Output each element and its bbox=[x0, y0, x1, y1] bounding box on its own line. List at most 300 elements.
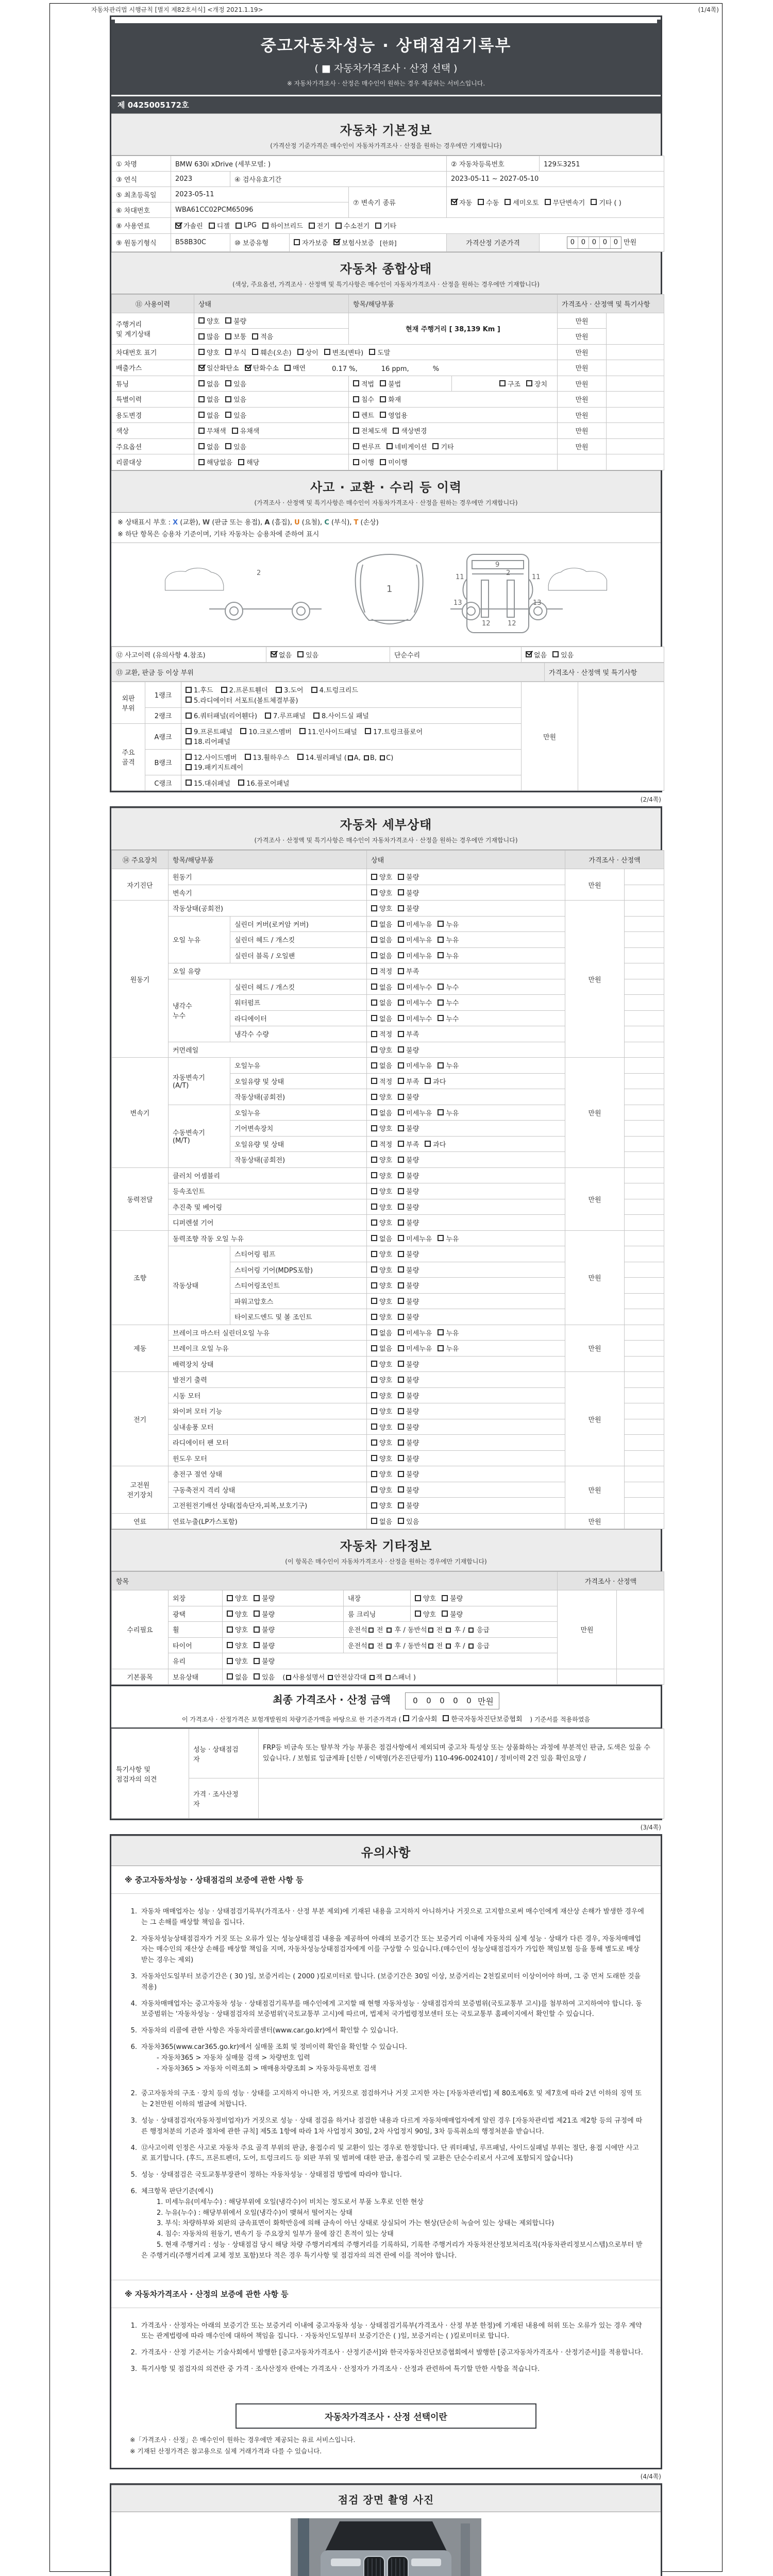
option-checkbox[interactable] bbox=[371, 903, 392, 913]
option-checkbox[interactable] bbox=[552, 650, 574, 659]
option-checkbox[interactable] bbox=[380, 379, 401, 388]
option-checkbox[interactable] bbox=[375, 221, 396, 230]
unchecked-box-icon[interactable] bbox=[371, 1266, 377, 1273]
panel-item[interactable]: 3.도어 bbox=[276, 685, 304, 694]
unchecked-box-icon[interactable] bbox=[186, 779, 192, 786]
option-checkbox[interactable] bbox=[398, 1516, 419, 1526]
unchecked-box-icon[interactable] bbox=[209, 223, 215, 229]
option-checkbox[interactable] bbox=[505, 197, 539, 207]
unchecked-box-icon[interactable] bbox=[353, 396, 359, 402]
panel-item[interactable]: 17.트렁크플로어 bbox=[365, 726, 423, 736]
unchecked-box-icon[interactable] bbox=[186, 738, 192, 744]
unchecked-box-icon[interactable] bbox=[398, 968, 404, 974]
unchecked-box-icon[interactable] bbox=[371, 1078, 377, 1084]
unchecked-box-icon[interactable] bbox=[398, 874, 404, 880]
option-checkbox[interactable] bbox=[225, 442, 246, 451]
option-checkbox[interactable] bbox=[309, 221, 330, 230]
unchecked-box-icon[interactable] bbox=[254, 1642, 260, 1648]
option-checkbox[interactable] bbox=[225, 331, 246, 341]
option-checkbox[interactable] bbox=[438, 935, 459, 944]
unchecked-box-icon[interactable] bbox=[368, 1643, 374, 1649]
unchecked-box-icon[interactable] bbox=[386, 1628, 392, 1633]
option-checkbox[interactable] bbox=[371, 1013, 392, 1023]
option-checkbox[interactable] bbox=[398, 1265, 419, 1275]
unchecked-box-icon[interactable] bbox=[371, 1188, 377, 1194]
unchecked-box-icon[interactable] bbox=[371, 889, 377, 895]
option-checkbox[interactable] bbox=[451, 197, 472, 207]
unchecked-box-icon[interactable] bbox=[353, 459, 359, 465]
unchecked-box-icon[interactable] bbox=[398, 1266, 404, 1273]
unchecked-box-icon[interactable] bbox=[428, 1643, 433, 1649]
option-checkbox[interactable] bbox=[371, 951, 392, 960]
unchecked-box-icon[interactable] bbox=[254, 1626, 260, 1633]
panel-item[interactable]: 4.트렁크리드 bbox=[311, 685, 358, 694]
option-checkbox[interactable] bbox=[254, 1609, 275, 1619]
unchecked-box-icon[interactable] bbox=[398, 999, 404, 1006]
option-checkbox[interactable] bbox=[398, 951, 432, 960]
unchecked-box-icon[interactable] bbox=[198, 443, 205, 449]
unchecked-box-icon[interactable] bbox=[398, 1235, 404, 1241]
option-checkbox[interactable] bbox=[353, 410, 374, 420]
unchecked-box-icon[interactable] bbox=[284, 365, 291, 371]
option-checkbox[interactable] bbox=[198, 363, 239, 372]
option-checkbox[interactable] bbox=[324, 347, 363, 357]
unchecked-box-icon[interactable] bbox=[371, 984, 377, 990]
option-checkbox[interactable] bbox=[398, 1123, 419, 1133]
unchecked-box-icon[interactable] bbox=[371, 999, 377, 1006]
option-checkbox[interactable] bbox=[398, 872, 419, 882]
unchecked-box-icon[interactable] bbox=[186, 754, 192, 760]
unchecked-box-icon[interactable] bbox=[398, 1015, 404, 1021]
unchecked-box-icon[interactable] bbox=[198, 349, 205, 355]
option-checkbox[interactable] bbox=[371, 1045, 392, 1055]
unchecked-box-icon[interactable] bbox=[297, 754, 304, 760]
option-checkbox[interactable] bbox=[398, 1296, 419, 1306]
unchecked-box-icon[interactable] bbox=[398, 1455, 404, 1461]
unchecked-box-icon[interactable] bbox=[398, 1408, 404, 1414]
unchecked-box-icon[interactable] bbox=[353, 412, 359, 418]
unchecked-box-icon[interactable] bbox=[393, 428, 399, 434]
option-checkbox[interactable] bbox=[398, 1359, 419, 1369]
option-checkbox[interactable] bbox=[175, 221, 203, 230]
option-checkbox[interactable] bbox=[438, 1343, 459, 1353]
option-checkbox[interactable] bbox=[380, 457, 408, 467]
unchecked-box-icon[interactable] bbox=[371, 1471, 377, 1477]
unchecked-box-icon[interactable] bbox=[371, 1502, 377, 1509]
option-checkbox[interactable] bbox=[198, 394, 220, 404]
unchecked-box-icon[interactable] bbox=[468, 1628, 474, 1633]
unchecked-box-icon[interactable] bbox=[398, 952, 404, 958]
option-checkbox[interactable] bbox=[398, 1328, 432, 1337]
option-checkbox[interactable] bbox=[545, 197, 585, 207]
option-checkbox[interactable] bbox=[380, 410, 408, 420]
panel-item[interactable]: 18.리어패널 bbox=[186, 736, 230, 746]
unchecked-box-icon[interactable] bbox=[380, 755, 385, 760]
option-checkbox[interactable] bbox=[297, 347, 318, 357]
option-checkbox[interactable] bbox=[438, 919, 459, 929]
unchecked-box-icon[interactable] bbox=[232, 428, 238, 434]
unchecked-box-icon[interactable] bbox=[371, 1377, 377, 1383]
unchecked-box-icon[interactable] bbox=[398, 1046, 404, 1053]
unchecked-box-icon[interactable] bbox=[398, 1345, 404, 1351]
option-checkbox[interactable] bbox=[297, 650, 318, 659]
unchecked-box-icon[interactable] bbox=[348, 755, 353, 760]
option-checkbox[interactable] bbox=[371, 1060, 392, 1070]
option-checkbox[interactable] bbox=[245, 363, 279, 372]
option-checkbox[interactable] bbox=[254, 1672, 275, 1682]
option-checkbox[interactable] bbox=[371, 1217, 392, 1227]
unchecked-box-icon[interactable] bbox=[398, 1031, 404, 1037]
option-checkbox[interactable] bbox=[398, 1485, 419, 1495]
option-checkbox[interactable] bbox=[442, 1593, 463, 1603]
unchecked-box-icon[interactable] bbox=[428, 1628, 433, 1633]
option-checkbox[interactable] bbox=[225, 410, 246, 420]
option-checkbox[interactable] bbox=[393, 426, 427, 435]
unchecked-box-icon[interactable] bbox=[265, 713, 271, 719]
option-checkbox[interactable] bbox=[225, 347, 246, 357]
unchecked-box-icon[interactable] bbox=[438, 937, 444, 943]
unchecked-box-icon[interactable] bbox=[371, 1455, 377, 1461]
option-checkbox[interactable] bbox=[227, 1609, 248, 1619]
unchecked-box-icon[interactable] bbox=[186, 697, 192, 703]
unchecked-box-icon[interactable] bbox=[311, 687, 317, 693]
option-checkbox[interactable] bbox=[371, 1296, 392, 1306]
panel-item[interactable]: 8.사이드실 패널 bbox=[313, 710, 369, 720]
panel-item[interactable]: 19.패키지트레이 bbox=[186, 762, 243, 772]
panel-item[interactable]: 9.프론트패널 bbox=[186, 726, 232, 736]
option-checkbox[interactable] bbox=[398, 1171, 419, 1180]
unchecked-box-icon[interactable] bbox=[443, 1715, 449, 1721]
option-checkbox[interactable] bbox=[438, 1233, 459, 1243]
option-checkbox[interactable] bbox=[198, 347, 220, 357]
option-checkbox[interactable] bbox=[415, 1609, 436, 1619]
option-checkbox[interactable] bbox=[371, 1108, 392, 1117]
unchecked-box-icon[interactable] bbox=[254, 1673, 260, 1680]
unchecked-box-icon[interactable] bbox=[398, 1141, 404, 1147]
unchecked-box-icon[interactable] bbox=[398, 1314, 404, 1320]
unchecked-box-icon[interactable] bbox=[198, 396, 205, 402]
panel-item[interactable]: 2.프론트휀더 bbox=[221, 685, 268, 694]
unchecked-box-icon[interactable] bbox=[371, 905, 377, 911]
unchecked-box-icon[interactable] bbox=[398, 1172, 404, 1178]
unchecked-box-icon[interactable] bbox=[369, 349, 375, 355]
checked-box-icon[interactable] bbox=[526, 651, 532, 657]
unchecked-box-icon[interactable] bbox=[425, 1078, 431, 1084]
unchecked-box-icon[interactable] bbox=[371, 1392, 377, 1398]
unchecked-box-icon[interactable] bbox=[198, 317, 205, 324]
option-checkbox[interactable] bbox=[398, 1233, 432, 1243]
option-checkbox[interactable] bbox=[371, 919, 392, 929]
option-checkbox[interactable] bbox=[438, 982, 459, 992]
unchecked-box-icon[interactable] bbox=[375, 223, 381, 229]
unchecked-box-icon[interactable] bbox=[446, 1643, 451, 1649]
panel-item[interactable]: 1.후드 bbox=[186, 685, 213, 694]
unchecked-box-icon[interactable] bbox=[371, 1423, 377, 1430]
option-checkbox[interactable] bbox=[438, 1328, 459, 1337]
unchecked-box-icon[interactable] bbox=[398, 1486, 404, 1493]
unchecked-box-icon[interactable] bbox=[478, 199, 484, 205]
option-checkbox[interactable] bbox=[225, 394, 246, 404]
unchecked-box-icon[interactable] bbox=[186, 728, 192, 734]
option-checkbox[interactable] bbox=[353, 442, 381, 451]
unchecked-box-icon[interactable] bbox=[299, 728, 306, 734]
unchecked-box-icon[interactable] bbox=[186, 764, 192, 770]
unchecked-box-icon[interactable] bbox=[254, 1611, 260, 1617]
unchecked-box-icon[interactable] bbox=[545, 199, 551, 205]
option-checkbox[interactable] bbox=[371, 1453, 392, 1463]
unchecked-box-icon[interactable] bbox=[245, 754, 251, 760]
unchecked-box-icon[interactable] bbox=[505, 199, 511, 205]
option-checkbox[interactable] bbox=[198, 379, 220, 388]
option-checkbox[interactable] bbox=[398, 888, 419, 897]
unchecked-box-icon[interactable] bbox=[398, 1062, 404, 1069]
option-checkbox[interactable] bbox=[398, 903, 419, 913]
unchecked-box-icon[interactable] bbox=[371, 1172, 377, 1178]
unchecked-box-icon[interactable] bbox=[398, 1518, 404, 1524]
unchecked-box-icon[interactable] bbox=[365, 728, 371, 734]
unchecked-box-icon[interactable] bbox=[371, 952, 377, 958]
unchecked-box-icon[interactable] bbox=[297, 651, 304, 657]
option-checkbox[interactable] bbox=[371, 1123, 392, 1133]
option-checkbox[interactable] bbox=[227, 1640, 248, 1650]
unchecked-box-icon[interactable] bbox=[371, 1439, 377, 1446]
option-checkbox[interactable] bbox=[398, 1469, 419, 1479]
option-checkbox[interactable] bbox=[294, 238, 328, 247]
option-checkbox[interactable] bbox=[371, 966, 392, 976]
unchecked-box-icon[interactable] bbox=[371, 1219, 377, 1226]
unchecked-box-icon[interactable] bbox=[276, 687, 282, 693]
panel-item[interactable]: 15.대쉬패널 bbox=[186, 778, 230, 788]
panel-item[interactable]: 14.필러패널 ( A, B, C) bbox=[297, 752, 394, 762]
option-checkbox[interactable] bbox=[254, 1593, 275, 1603]
unchecked-box-icon[interactable] bbox=[386, 443, 393, 449]
unchecked-box-icon[interactable] bbox=[353, 428, 359, 434]
option-checkbox[interactable] bbox=[371, 935, 392, 944]
unchecked-box-icon[interactable] bbox=[225, 317, 231, 324]
option-checkbox[interactable] bbox=[371, 1139, 392, 1149]
unchecked-box-icon[interactable] bbox=[398, 1282, 404, 1289]
unchecked-box-icon[interactable] bbox=[415, 1611, 421, 1617]
unchecked-box-icon[interactable] bbox=[227, 1595, 233, 1601]
option-checkbox[interactable] bbox=[198, 426, 226, 435]
unchecked-box-icon[interactable] bbox=[369, 1675, 375, 1680]
unchecked-box-icon[interactable] bbox=[446, 1628, 451, 1633]
unchecked-box-icon[interactable] bbox=[552, 651, 559, 657]
option-checkbox[interactable] bbox=[227, 1593, 248, 1603]
option-checkbox[interactable] bbox=[380, 394, 401, 404]
unchecked-box-icon[interactable] bbox=[186, 687, 192, 693]
unchecked-box-icon[interactable] bbox=[371, 1094, 377, 1100]
unchecked-box-icon[interactable] bbox=[198, 380, 205, 386]
option-checkbox[interactable] bbox=[353, 394, 374, 404]
option-checkbox[interactable] bbox=[335, 221, 369, 230]
unchecked-box-icon[interactable] bbox=[294, 239, 300, 245]
option-checkbox[interactable] bbox=[398, 1108, 432, 1117]
unchecked-box-icon[interactable] bbox=[297, 349, 304, 355]
unchecked-box-icon[interactable] bbox=[262, 223, 268, 229]
unchecked-box-icon[interactable] bbox=[254, 1658, 260, 1664]
option-checkbox[interactable] bbox=[254, 1640, 275, 1650]
unchecked-box-icon[interactable] bbox=[380, 396, 386, 402]
unchecked-box-icon[interactable] bbox=[398, 1377, 404, 1383]
panel-item[interactable]: 10.크로스멤버 bbox=[240, 726, 291, 736]
option-checkbox[interactable] bbox=[333, 238, 374, 247]
option-checkbox[interactable] bbox=[371, 1500, 392, 1510]
unchecked-box-icon[interactable] bbox=[324, 349, 330, 355]
option-checkbox[interactable] bbox=[438, 997, 459, 1007]
option-checkbox[interactable] bbox=[371, 872, 392, 882]
option-checkbox[interactable] bbox=[371, 982, 392, 992]
panel-item[interactable]: 7.루프패널 bbox=[265, 710, 306, 720]
option-checkbox[interactable] bbox=[398, 1202, 419, 1212]
unchecked-box-icon[interactable] bbox=[198, 459, 205, 465]
option-checkbox[interactable] bbox=[371, 1375, 392, 1384]
option-checkbox[interactable] bbox=[371, 1422, 392, 1432]
unchecked-box-icon[interactable] bbox=[398, 937, 404, 943]
option-checkbox[interactable] bbox=[398, 1186, 419, 1196]
option-checkbox[interactable] bbox=[398, 1249, 419, 1259]
option-checkbox[interactable] bbox=[371, 997, 392, 1007]
unchecked-box-icon[interactable] bbox=[468, 1643, 474, 1649]
option-checkbox[interactable] bbox=[398, 935, 432, 944]
unchecked-box-icon[interactable] bbox=[438, 1345, 444, 1351]
unchecked-box-icon[interactable] bbox=[371, 921, 377, 927]
unchecked-box-icon[interactable] bbox=[286, 1675, 291, 1680]
option-checkbox[interactable] bbox=[432, 442, 453, 451]
unchecked-box-icon[interactable] bbox=[238, 779, 244, 786]
unchecked-box-icon[interactable] bbox=[442, 1595, 448, 1601]
option-checkbox[interactable] bbox=[371, 1171, 392, 1180]
option-checkbox[interactable] bbox=[398, 1029, 419, 1039]
option-checkbox[interactable] bbox=[415, 1593, 436, 1603]
unchecked-box-icon[interactable] bbox=[353, 380, 359, 386]
option-checkbox[interactable] bbox=[398, 966, 419, 976]
unchecked-box-icon[interactable] bbox=[371, 1486, 377, 1493]
option-checkbox[interactable] bbox=[398, 1453, 419, 1463]
checked-box-icon[interactable] bbox=[245, 365, 251, 371]
unchecked-box-icon[interactable] bbox=[240, 728, 246, 734]
unchecked-box-icon[interactable] bbox=[438, 984, 444, 990]
option-checkbox[interactable] bbox=[227, 1624, 248, 1634]
unchecked-box-icon[interactable] bbox=[371, 937, 377, 943]
unchecked-box-icon[interactable] bbox=[254, 1595, 260, 1601]
unchecked-box-icon[interactable] bbox=[227, 1658, 233, 1664]
unchecked-box-icon[interactable] bbox=[371, 1141, 377, 1147]
option-checkbox[interactable] bbox=[425, 1076, 446, 1086]
option-checkbox[interactable] bbox=[371, 1280, 392, 1290]
option-checkbox[interactable] bbox=[254, 1656, 275, 1666]
option-checkbox[interactable] bbox=[398, 1045, 419, 1055]
option-checkbox[interactable] bbox=[371, 1029, 392, 1039]
option-checkbox[interactable] bbox=[398, 919, 432, 929]
unchecked-box-icon[interactable] bbox=[198, 333, 205, 340]
unchecked-box-icon[interactable] bbox=[438, 1235, 444, 1241]
option-checkbox[interactable] bbox=[398, 1343, 432, 1353]
unchecked-box-icon[interactable] bbox=[371, 1235, 377, 1241]
option-checkbox[interactable] bbox=[371, 1391, 392, 1400]
option-checkbox[interactable] bbox=[398, 1092, 419, 1101]
option-checkbox[interactable] bbox=[398, 1312, 419, 1321]
option-checkbox[interactable] bbox=[198, 442, 220, 451]
option-checkbox[interactable] bbox=[271, 650, 292, 659]
panel-item[interactable]: 16.플로어패널 bbox=[238, 778, 289, 788]
option-checkbox[interactable] bbox=[371, 1516, 392, 1526]
option-checkbox[interactable] bbox=[438, 951, 459, 960]
option-checkbox[interactable] bbox=[371, 1202, 392, 1212]
unchecked-box-icon[interactable] bbox=[425, 1141, 431, 1147]
option-checkbox[interactable] bbox=[398, 1391, 419, 1400]
option-checkbox[interactable] bbox=[371, 1469, 392, 1479]
option-checkbox[interactable] bbox=[371, 1437, 392, 1447]
option-checkbox[interactable] bbox=[198, 316, 220, 326]
unchecked-box-icon[interactable] bbox=[238, 459, 244, 465]
unchecked-box-icon[interactable] bbox=[438, 1109, 444, 1115]
unchecked-box-icon[interactable] bbox=[371, 1314, 377, 1320]
unchecked-box-icon[interactable] bbox=[198, 428, 205, 434]
option-checkbox[interactable] bbox=[438, 1013, 459, 1023]
panel-item[interactable]: 5.라디에이터 서포트(볼트체결부품) bbox=[186, 695, 298, 705]
unchecked-box-icon[interactable] bbox=[438, 1062, 444, 1069]
option-checkbox[interactable] bbox=[353, 379, 374, 388]
unchecked-box-icon[interactable] bbox=[225, 333, 231, 340]
unchecked-box-icon[interactable] bbox=[371, 1015, 377, 1021]
option-checkbox[interactable] bbox=[443, 1714, 522, 1723]
option-checkbox[interactable] bbox=[398, 1076, 419, 1086]
option-checkbox[interactable] bbox=[371, 1406, 392, 1416]
option-checkbox[interactable] bbox=[371, 1343, 392, 1353]
option-checkbox[interactable] bbox=[403, 1714, 437, 1723]
unchecked-box-icon[interactable] bbox=[371, 1361, 377, 1367]
unchecked-box-icon[interactable] bbox=[368, 1628, 374, 1633]
option-checkbox[interactable] bbox=[353, 457, 374, 467]
panel-item[interactable]: 13.휠하우스 bbox=[245, 752, 290, 762]
option-checkbox[interactable] bbox=[371, 1265, 392, 1275]
option-checkbox[interactable] bbox=[227, 1656, 248, 1666]
unchecked-box-icon[interactable] bbox=[221, 687, 227, 693]
unchecked-box-icon[interactable] bbox=[380, 412, 386, 418]
unchecked-box-icon[interactable] bbox=[438, 999, 444, 1006]
panel-item[interactable]: 11.인사이드패널 bbox=[299, 726, 357, 736]
unchecked-box-icon[interactable] bbox=[328, 1675, 333, 1680]
option-checkbox[interactable] bbox=[398, 1013, 432, 1023]
unchecked-box-icon[interactable] bbox=[415, 1595, 421, 1601]
option-checkbox[interactable] bbox=[398, 1217, 419, 1227]
option-checkbox[interactable] bbox=[353, 426, 387, 435]
checked-box-icon[interactable] bbox=[333, 239, 340, 245]
unchecked-box-icon[interactable] bbox=[198, 412, 205, 418]
option-checkbox[interactable] bbox=[371, 1249, 392, 1259]
unchecked-box-icon[interactable] bbox=[398, 1251, 404, 1257]
unchecked-box-icon[interactable] bbox=[364, 755, 369, 760]
option-checkbox[interactable] bbox=[478, 197, 499, 207]
unchecked-box-icon[interactable] bbox=[398, 1329, 404, 1335]
unchecked-box-icon[interactable] bbox=[371, 1109, 377, 1115]
unchecked-box-icon[interactable] bbox=[371, 1251, 377, 1257]
option-checkbox[interactable] bbox=[198, 331, 220, 341]
option-checkbox[interactable] bbox=[591, 197, 621, 207]
option-checkbox[interactable] bbox=[262, 221, 303, 230]
unchecked-box-icon[interactable] bbox=[398, 1502, 404, 1509]
unchecked-box-icon[interactable] bbox=[335, 223, 342, 229]
unchecked-box-icon[interactable] bbox=[398, 905, 404, 911]
option-checkbox[interactable] bbox=[386, 442, 427, 451]
unchecked-box-icon[interactable] bbox=[225, 412, 231, 418]
unchecked-box-icon[interactable] bbox=[398, 984, 404, 990]
unchecked-box-icon[interactable] bbox=[371, 1282, 377, 1289]
unchecked-box-icon[interactable] bbox=[438, 1015, 444, 1021]
unchecked-box-icon[interactable] bbox=[371, 1345, 377, 1351]
option-checkbox[interactable] bbox=[398, 1437, 419, 1447]
